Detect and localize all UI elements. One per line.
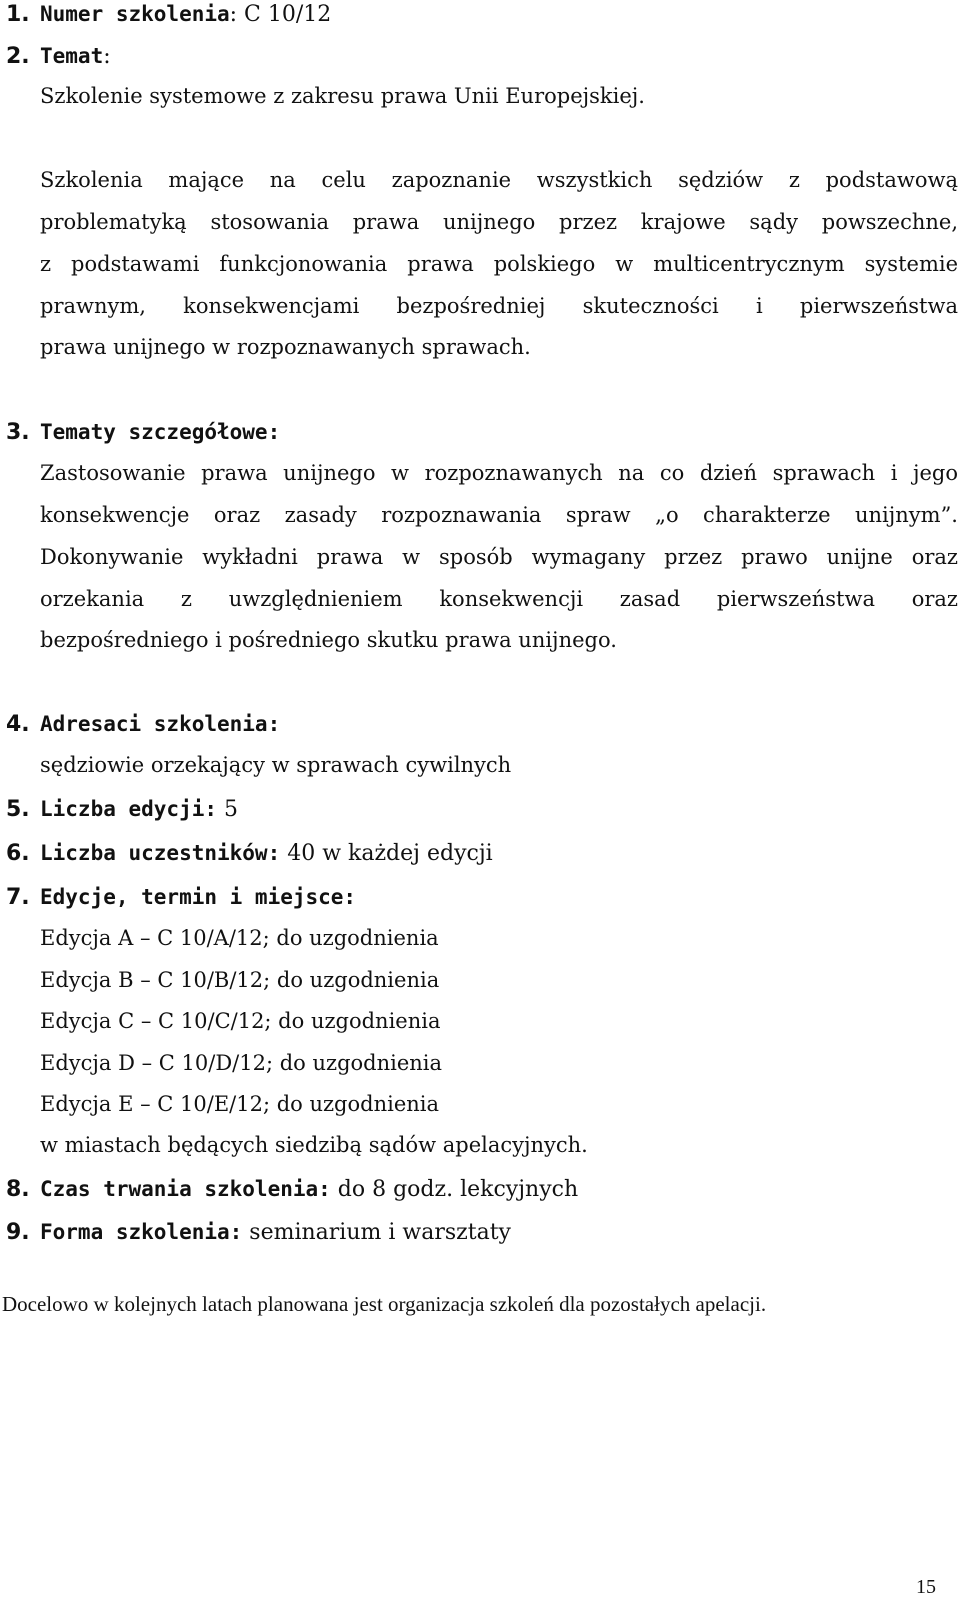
section-2-colon: : — [103, 44, 111, 69]
section-3-number: 3. — [6, 420, 30, 445]
section-2 — [6, 42, 111, 71]
description-line: prawa unijnego w rozpoznawanych sprawach. — [40, 335, 531, 359]
section-4-label: Adresaci szkolenia: — [40, 712, 281, 736]
section-8-label: Czas trwania szkolenia: — [40, 1177, 331, 1201]
edition-line: Edycja D – C 10/D/12; do uzgodnienia — [40, 1051, 443, 1075]
section-5-number: 5. — [6, 797, 30, 822]
section-8-number: 8. — [6, 1177, 30, 1202]
edition-line: Edycja C – C 10/C/12; do uzgodnienia — [40, 1009, 441, 1033]
closing-note: Docelowo w kolejnych latach planowana jest organizacja szkoleń dla pozostałych apelacji. — [2, 1292, 767, 1316]
page-number: 15 — [916, 1576, 936, 1598]
section-9-value: seminarium i warsztaty — [242, 1220, 511, 1245]
section-5 — [6, 795, 238, 824]
section-3 — [6, 418, 280, 447]
section-3-label: Tematy szczegółowe: — [40, 420, 281, 444]
section-8-value: do 8 godz. lekcyjnych — [330, 1177, 579, 1202]
section-7-number: 7. — [6, 885, 30, 910]
section-3-line: Zastosowanie prawa unijnego w rozpoznawanych na co dzień sprawach i jego — [40, 461, 958, 485]
section-7 — [6, 883, 356, 912]
section-9-label: Forma szkolenia: — [40, 1220, 243, 1244]
description-line: prawnym, konsekwencjami bezpośredniej skuteczności i pierwszeństwa — [40, 294, 958, 318]
section-6-label: Liczba uczestników: — [40, 841, 281, 865]
section-1 — [6, 0, 331, 29]
section-5-value: 5 — [217, 797, 239, 822]
section-9 — [6, 1218, 511, 1247]
edition-line: Edycja A – C 10/A/12; do uzgodnienia — [40, 926, 439, 950]
section-5-label: Liczba edycji: — [40, 797, 218, 821]
section-2-number: 2. — [6, 44, 30, 69]
edition-line: Edycja B – C 10/B/12; do uzgodnienia — [40, 968, 440, 992]
section-6-number: 6. — [6, 841, 30, 866]
section-1-value: : C 10/12 — [229, 2, 332, 27]
section-9-number: 9. — [6, 1220, 30, 1245]
description-line: z podstawami funkcjonowania prawa polskiego w multicentrycznym systemie — [40, 252, 958, 276]
section-7-location: w miastach będących siedzibą sądów apelacyjnych. — [40, 1133, 588, 1157]
section-1-label: Numer szkolenia — [40, 2, 230, 26]
edition-line: Edycja E – C 10/E/12; do uzgodnienia — [40, 1092, 440, 1116]
section-6-value: 40 w każdej edycji — [280, 841, 493, 866]
section-2-label: Temat — [40, 44, 104, 68]
section-7-label: Edycje, termin i miejsce: — [40, 885, 357, 909]
section-6 — [6, 839, 493, 868]
section-3-line: orzekania z uwzględnieniem konsekwencji zasad pierwszeństwa oraz — [40, 587, 958, 611]
description-line: Szkolenia mające na celu zapoznanie wszystkich sędziów z podstawową — [40, 168, 958, 192]
section-1-number: 1. — [6, 2, 30, 27]
section-4-value: sędziowie orzekający w sprawach cywilnych — [40, 753, 512, 777]
section-3-line: Dokonywanie wykładni prawa w sposób wymagany przez prawo unijne oraz — [40, 545, 958, 569]
description-line: problematyką stosowania prawa unijnego przez krajowe sądy powszechne, — [40, 210, 958, 234]
section-8 — [6, 1175, 578, 1204]
section-4 — [6, 710, 280, 739]
section-3-line: konsekwencje oraz zasady rozpoznawania spraw „o charakterze unijnym”. — [40, 503, 958, 527]
section-2-subtitle: Szkolenie systemowe z zakresu prawa Unii Europejskiej. — [40, 84, 645, 108]
section-3-line: bezpośredniego i pośredniego skutku prawa unijnego. — [40, 628, 617, 652]
section-4-number: 4. — [6, 712, 30, 737]
